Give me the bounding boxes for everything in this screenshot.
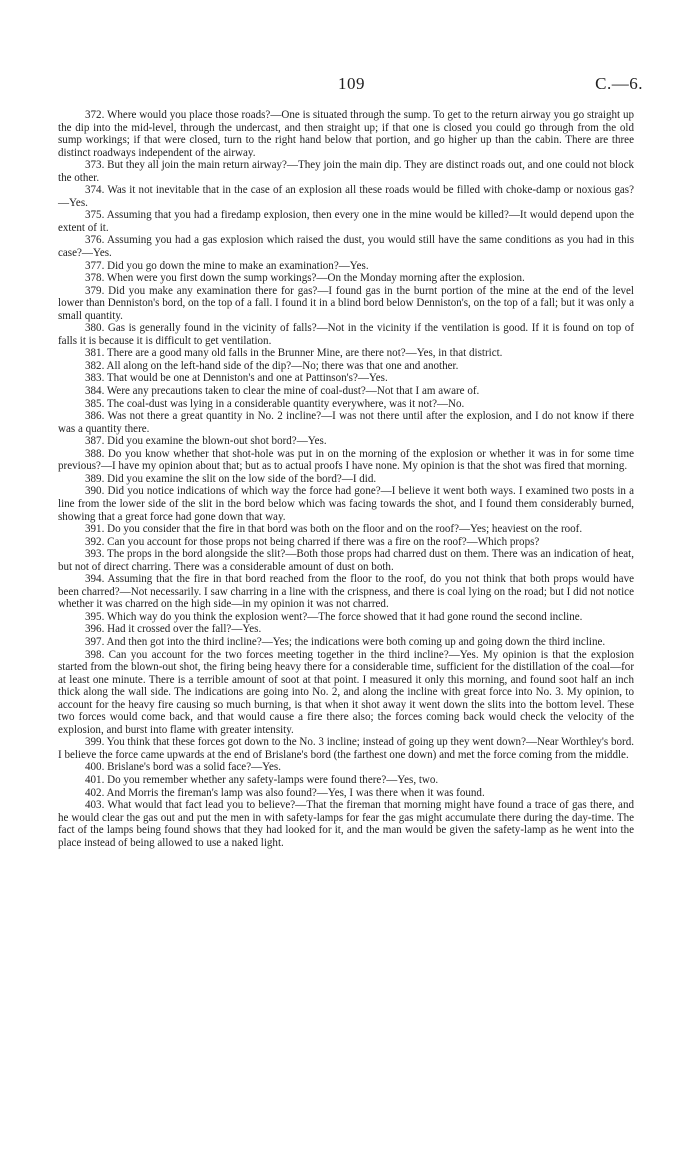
question-answer-379: 379. Did you make any examination there for gas?—I found gas in the burnt portion of the mine at the end of the level lower than Denniston's bord, on the top of a fall. I found it in a blind bord below Denniston's, on the top of a fall; but it was only a small quantity. xyxy=(58,284,634,322)
question-answer-374: 374. Was it not inevitable that in the case of an explosion all these roads would be filled with choke-damp or noxious gas?—Yes. xyxy=(58,184,634,209)
question-answer-384: 384. Were any precautions taken to clear the mine of coal-dust?—Not that I am aware of. xyxy=(85,385,480,398)
question-answer-399: 399. You think that these forces got down to the No. 3 incline; instead of going up they went down?—Near Worthley's bord. I believe the force came upwards at the end of Brislane's bord (the farthest one down) and met the force coming from the middle. xyxy=(58,736,634,761)
page-number: 109 xyxy=(338,74,365,93)
question-answer-382: 382. All along on the left-hand side of the dip?—No; there was that one and another. xyxy=(85,359,459,372)
question-answer-375: 375. Assuming that you had a firedamp explosion, then every one in the mine would be killed?—It would depend upon the extent of it. xyxy=(58,209,634,234)
question-answer-383: 383. That would be one at Denniston's and one at Pattinson's?—Yes. xyxy=(85,372,388,385)
question-answer-392: 392. Can you account for those props not being charred if there was a fire on the roof?—Which props? xyxy=(85,535,540,548)
question-answer-395: 395. Which way do you think the explosion went?—The force showed that it had gone round the second incline. xyxy=(85,610,583,623)
question-answer-400: 400. Brislane's bord was a solid face?—Yes. xyxy=(85,761,281,774)
question-answer-397: 397. And then got into the third incline?—Yes; the indications were both coming up and going down the third incline. xyxy=(85,635,606,648)
question-answer-401: 401. Do you remember whether any safety-lamps were found there?—Yes, two. xyxy=(85,773,439,786)
question-answer-389: 389. Did you examine the slit on the low side of the bord?—I did. xyxy=(85,472,377,485)
question-answer-380: 380. Gas is generally found in the vicinity of falls?—Not in the vicinity if the ventilation is good. If it is found on top of falls it is because it is difficult to get ventilation. xyxy=(58,322,634,347)
question-answer-396: 396. Had it crossed over the fall?—Yes. xyxy=(85,623,262,636)
document-reference: C.—6. xyxy=(595,74,643,93)
question-answer-402: 402. And Morris the fireman's lamp was also found?—Yes, I was there when it was found. xyxy=(85,786,485,799)
page-header xyxy=(0,74,700,94)
question-answer-381: 381. There are a good many old falls in the Brunner Mine, are there not?—Yes, in that district. xyxy=(85,347,503,360)
document-body xyxy=(58,109,634,849)
question-answer-391: 391. Do you consider that the fire in that bord was both on the floor and on the roof?—Yes; heaviest on the roof. xyxy=(85,523,583,536)
question-answer-398: 398. Can you account for the two forces meeting together in the third incline?—Yes. My opinion is that the explosion started from the blown-out shot, the firing being heavy there for a considerable time, sufficient for the distillation of the coal—for at least one minute. There is a terrible amount of soot at that point. I measured it only this morning, and found soot half an inch thick along the wall side. The indications are going into No. 2, and along the incline with great force into No. 3. My opinion, to account for the heavy fire causing so much burning, is that when it shot away it went down the slits into the bottom level. These two forces would come back, and that would cause a fire there also; the forces coming back would check the velocity of the explosion, and burst into flame with greater intensity. xyxy=(58,648,634,736)
question-answer-390: 390. Did you notice indications of which way the force had gone?—I believe it went both ways. I examined two posts in a line from the lower side of the slit in the bord below which was facing towards the shot, and I found them considerably burned, showing that a great force had gone down that way. xyxy=(58,485,634,523)
question-answer-377: 377. Did you go down the mine to make an examination?—Yes. xyxy=(85,259,369,272)
question-answer-387: 387. Did you examine the blown-out shot bord?—Yes. xyxy=(85,435,327,448)
question-answer-376: 376. Assuming you had a gas explosion which raised the dust, you would still have the same conditions as you had in this case?—Yes. xyxy=(58,234,634,260)
question-answer-385: 385. The coal-dust was lying in a considerable quantity everywhere, was it not?—No. xyxy=(85,397,465,410)
question-answer-378: 378. When were you first down the sump workings?—On the Monday morning after the explosion. xyxy=(85,272,525,285)
question-answer-373: 373. But they all join the main return airway?—They join the main dip. They are distinct roads out, and one could not block the other. xyxy=(58,159,634,184)
question-answer-388: 388. Do you know whether that shot-hole was put in on the morning of the explosion or whether it was in for some time previous?—I have my opinion about that; but as to actual proofs I have none. My opinion is that the shot was fired that morning. xyxy=(58,447,634,473)
question-answer-403: 403. What would that fact lead you to believe?—That the fireman that morning might have found a trace of gas there, and he would clear the gas out and put the men in with safety-lamps for fear the gas might accumulate there during the day-time. The fact of the lamps being found shows that they had looked for it, and the man would be given the safety-lamp as he went into the place instead of being allowed to use a naked light. xyxy=(58,799,634,849)
question-answer-394: 394. Assuming that the fire in that bord reached from the floor to the roof, do you not think that both props would have been charred?—Not necessarily. I saw charring in a line with the crispness, and there is coal lying on the road; but I did not notice whether it was charred on the high side—in my opinion it was not charred. xyxy=(58,573,634,611)
question-answer-393: 393. The props in the bord alongside the slit?—Both those props had charred dust on them. There was an indication of heat, but not of direct charring. There was a considerable amount of dust on both. xyxy=(58,548,634,573)
question-answer-386: 386. Was not there a great quantity in No. 2 incline?—I was not there until after the explosion, and I do not know if there was a quantity there. xyxy=(58,410,634,435)
question-answer-372: 372. Where would you place those roads?—One is situated through the sump. To get to the return airway you go straight up the dip into the mid-level, through the undercast, and then straight up; if that one is closed you could go through from the old sump workings; if that were closed, turn to the right hand below that portion, and go higher up than the cabin. There are three distinct roadways independent of the airway. xyxy=(58,109,634,159)
